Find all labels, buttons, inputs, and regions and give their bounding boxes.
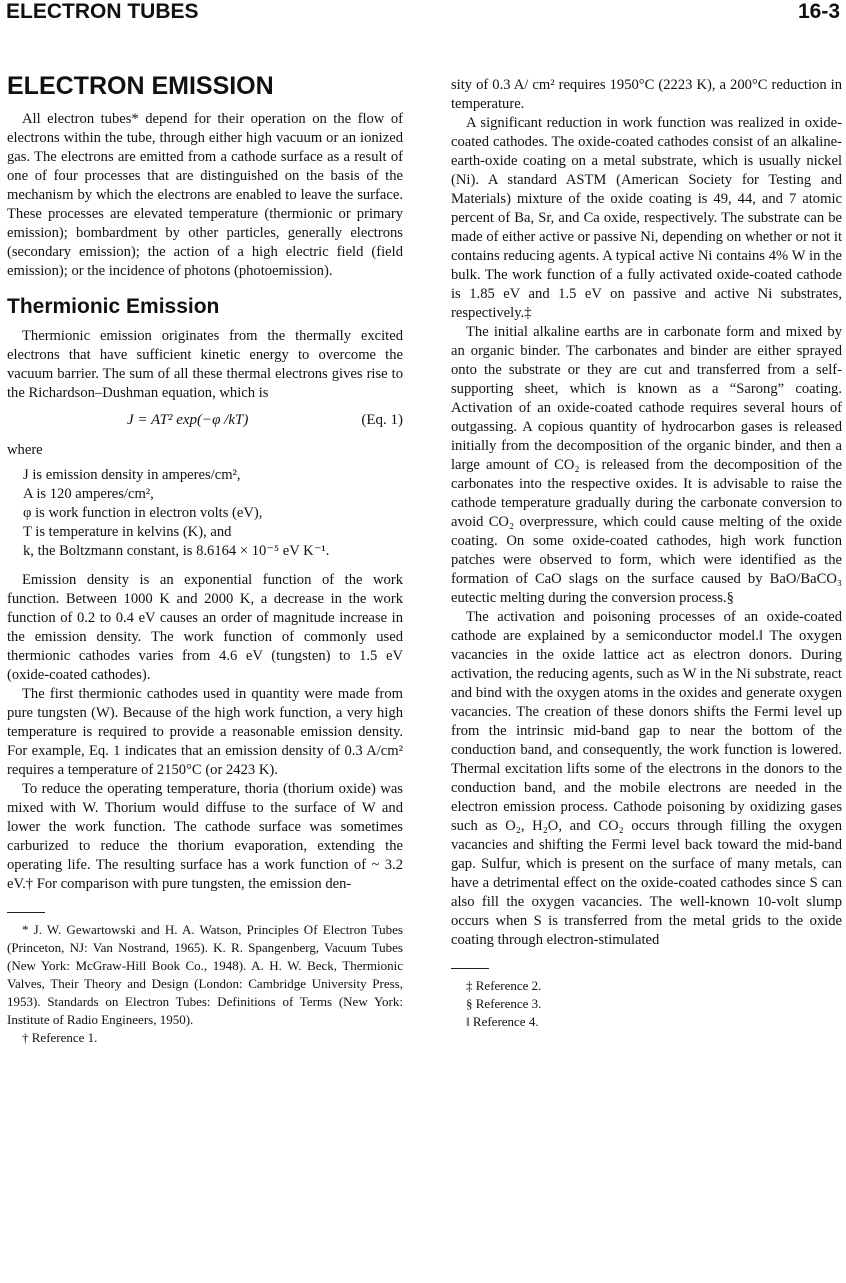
footnote: ǁ Reference 4. [466,1014,539,1029]
equation-block [7,407,403,437]
equation: J = AT² exp(−φ /kT) [127,412,249,428]
subsection-heading: Thermionic Emission [7,295,220,318]
definition-item: J is emission density in amperes/cm², [23,467,241,483]
intro-paragraph: All electron tubes* depend for their operation on the flow of electrons within the tube, through either high vacuum or an ionized gas. The electrons are emitted from a cathode surface as a result of one of four processes that are distinguished on the basis of the mechanism by which the electrons are enabled to leave the surface. These processes are elevated temperature (thermionic or primary emission); bombardment by other particles, generally electrons (secondary emission); the action of a high electric field (field emission); or the incidence of photons (photoemission). [7,111,403,279]
body-paragraph: Thermionic emission originates from the thermally excited electrons that have sufficient kinetic energy to overcome the vacuum barrier. The sum of all these thermal electrons gives rise to the Richardson–Dushman equation, which is [7,328,403,401]
footnote: § Reference 3. [466,996,542,1011]
definition-item: A is 120 amperes/cm², [23,486,154,502]
definition-list [23,466,403,561]
definition-item: k, the Boltzmann constant, is 8.6164 × 10⁻⁵ eV K⁻¹. [23,543,330,559]
body-paragraph: The initial alkaline earths are in carbonate form and mixed by an organic binder. The carbonates and binder are either sprayed onto the substrate or they are cut and transferred from a self-supporting sheet, which is known as a “Sarong” coating. Activation of an oxide-coated cathode requires several hours of outgassing. A copious quantity of hydrocarbon gases is released initially from the decomposition of the organic binder, and then a large amount of CO₂ is released from the decomposition of the carbonates into the respective oxides. It is advisable to raise the cathode temperature gradually during the carbonate conversion to avoid CO₂ overpressure, which could cause melting of the oxide coating. On some oxide-coated cathodes, high work function patches were observed to form, which were identified as the formation of CaO slags on the surface caused by BaO/BaCO₃ eutectic melting during the conversion process.§ [451,324,842,606]
footnotes [7,921,403,1047]
equation-label: (Eq. 1) [361,412,403,428]
section-heading: ELECTRON EMISSION [7,72,274,100]
body-paragraph: sity of 0.3 A/ cm² requires 1950°C (2223 K), a 200°C reduction in temperature. [451,77,842,112]
footnote: ‡ Reference 2. [466,978,542,993]
footnote-rule [7,912,45,913]
body-paragraph: A significant reduction in work function was realized in oxide-coated cathodes. The oxide-coated cathodes consist of an alkaline-earth-oxide coating on a metal substrate, which is usually nickel (Ni). A standard ASTM (American Society for Testing and Materials) mixture of the oxide coating is 49, 44, and 7 atomic percent of Ba, Sr, and Ca oxide, respectively. The substrate can be made of either active or passive Ni, depending on whether or not it contains reducing agents. A typical active Ni contains 4% W in the bulk. The work function of a fully activated oxide-coated cathode is 1.85 eV and 1.5 eV on passive and active Ni substrates, respectively.‡ [451,115,842,321]
body-paragraph: Emission density is an exponential function of the work function. Between 1000 K and 2000 K, a decrease in the work function of 0.2 to 0.4 eV causes an order of magnitude increase in the emission density. The work function of commonly used thermionic cathodes varies from 4.6 eV (tungsten) to 1.5 eV (oxide-coated cathodes). [7,572,403,683]
right-column [451,76,842,1031]
footnote: * J. W. Gewartowski and H. A. Watson, Principles Of Electron Tubes (Princeton, NJ: Van Nostrand, 1965). K. R. Spangenberg, Vacuum Tubes (New York: McGraw-Hill Book Co., 1948). A. H. W. Beck, Thermionic Valves, Their Theory and Design (London: Cambridge University Press, 1953). Standards on Electron Tubes: Definitions of Terms (New York: Institute of Radio Engineers, 1950). [7,922,403,1027]
where-label: where [7,442,43,458]
footnotes [451,977,842,1031]
body-paragraph: To reduce the operating temperature, thoria (thorium oxide) was mixed with W. Thorium would diffuse to the surface of W and lower the work function. The cathode surface was sometimes carburized to reduce the thorium evaporation, extending the operating life. The resulting surface has a work function of ~ 3.2 eV.† For comparison with pure tungsten, the emission den- [7,781,403,892]
body-paragraph: The first thermionic cathodes used in quantity were made from pure tungsten (W). Because of the high work function, a very high temperature is required to provide a reasonable emission density. For example, Eq. 1 indicates that an emission density of 0.3 A/cm² requires a temperature of 2150°C (or 2423 K). [7,686,403,778]
running-title: ELECTRON TUBES [6,0,199,23]
body-paragraph: The activation and poisoning processes of an oxide-coated cathode are explained by a semiconductor model.ǁ The oxygen vacancies in the oxide lattice act as electron donors. During activation, the reducing agents, such as W in the Ni substrate, react and bind with the oxygen atoms in the oxides and generate oxygen vacancies. The creation of these donors shifts the Fermi level up from the intrinsic mid-band gap to near the bottom of the conduction band, and consequently, the work function is lowered. Thermal excitation lifts some of the electrons in the donors to the conduction band, and the mobile electrons are needed in the electron emission process. Cathode poisoning by oxidizing gases such as O₂, H₂O, and CO₂ occurs through filling the oxygen vacancies and shifting the Fermi level back toward the mid-band gap. Sulfur, which is present on the surface of many metals, can have a detrimental effect on the oxide-coated cathodes since S can also fill the oxygen vacancies. The well-known 10-volt slump occurs when S is transferred from the metal grids to the oxide coating through electron-stimulated [451,609,842,948]
footnote: † Reference 1. [22,1030,98,1045]
page-number: 16-3 [797,0,840,23]
definition-item: T is temperature in kelvins (K), and [23,524,232,540]
definition-item: φ is work function in electron volts (eV), [23,505,263,521]
running-header [0,0,846,28]
footnote-rule [451,968,489,969]
left-column [7,72,403,1047]
